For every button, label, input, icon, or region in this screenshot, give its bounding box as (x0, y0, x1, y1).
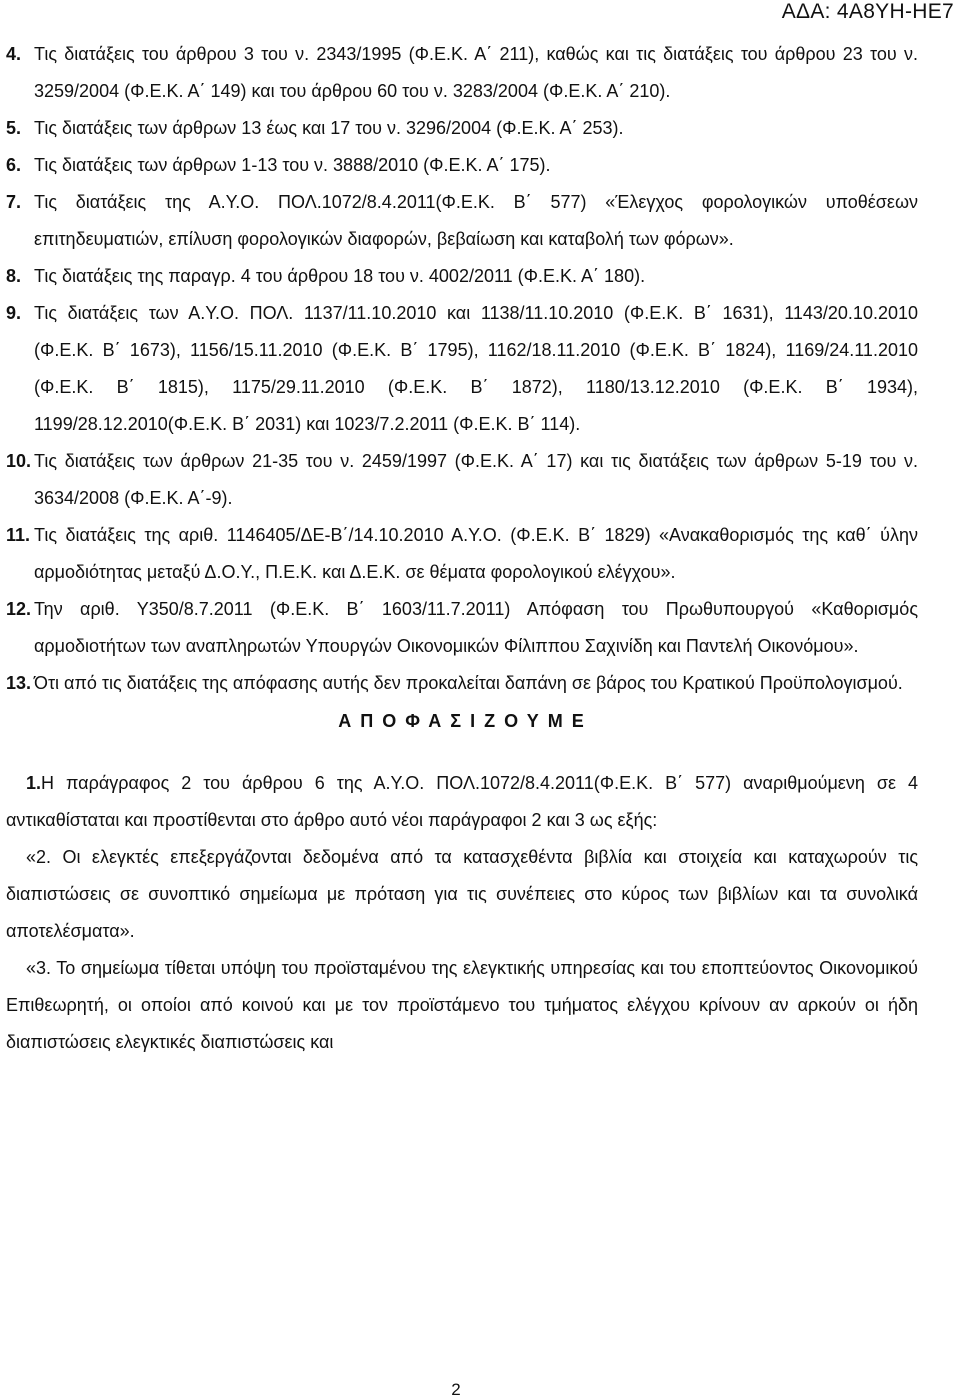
list-item (6, 36, 918, 110)
paragraph-number: 1. (26, 773, 42, 793)
item-text: Τις διατάξεις του άρθρου 3 του ν. 2343/1995 (Φ.Ε.Κ. Α΄ 211), καθώς και τις διατάξεις του άρθρου 23 του ν. 3259/2004 (Φ.Ε.Κ. Α΄ 149) και του άρθρου 60 του ν. 3283/2004 (Φ.Ε.Κ. Α΄ 210). (34, 44, 918, 101)
item-text: Τις διατάξεις των Α.Υ.Ο. ΠΟΛ. 1137/11.10.2010 και 1138/11.10.2010 (Φ.Ε.Κ. Β΄ 1631), 1143/20.10.2010 (Φ.Ε.Κ. Β΄ 1673), 1156/15.11.2010 (Φ.Ε.Κ. Β΄ 1795), 1162/18.11.2010 (Φ.Ε.Κ. Β΄ 1824), 1169/24.11.2010 (Φ.Ε.Κ. Β΄ 1815), 1175/29.11.2010 (Φ.Ε.Κ. Β΄ 1872), 1180/13.12.2010 (Φ.Ε.Κ. Β΄ 1934), 1199/28.12.2010(Φ.Ε.Κ. Β΄ 2031) και 1023/7.2.2011 (Φ.Ε.Κ. Β΄ 114). (34, 303, 918, 434)
decision-paragraph-3: «3. Το σημείωμα τίθεται υπόψη του προϊσταμένου της ελεγκτικής υπηρεσίας και του εποπτεύοντος Οικονομικού Επιθεωρητή, οι οποίοι από κοινού και με τον προϊστάμενο του τμήματος ελέγχου κρίνουν αν αρκούν οι ήδη διαπιστώσεις ελεγκτικές διαπιστώσεις και (6, 958, 918, 1052)
item-number: 10. (6, 451, 32, 471)
list-item (6, 258, 918, 295)
list-item (6, 517, 918, 591)
item-number: 11. (6, 525, 31, 545)
item-text: Τις διατάξεις των άρθρων 21-35 του ν. 2459/1997 (Φ.Ε.Κ. Α΄ 17) και τις διατάξεις των άρθρων 5-19 του ν. 3634/2008 (Φ.Ε.Κ. Α΄-9). (34, 451, 918, 508)
item-number: 7. (6, 192, 22, 212)
item-text: Την αριθ. Υ350/8.7.2011 (Φ.Ε.Κ. Β΄ 1603/11.7.2011) Απόφαση του Πρωθυπουργού «Καθορισμός αρμοδιοτήτων των αναπληρωτών Υπουργών Οικονομικών Φίλιππου Σαχινίδη και Παντελή Οικονόμου». (34, 599, 918, 656)
item-text: Ότι από τις διατάξεις της απόφασης αυτής δεν προκαλείται δαπάνη σε βάρος του Κρατικού Προϋπολογισμού. (34, 673, 903, 693)
item-number: 8. (6, 266, 22, 286)
decision-heading: Α Π Ο Φ Α Σ Ι Ζ Ο Υ Μ Ε (338, 711, 586, 731)
decision-paragraph-1 (6, 765, 918, 839)
item-text: Τις διατάξεις της αριθ. 1146405/ΔΕ-Β΄/14.10.2010 Α.Υ.Ο. (Φ.Ε.Κ. Β΄ 1829) «Ανακαθορισμός της καθ΄ ύλην αρμοδιότητας μεταξύ Δ.Ο.Υ., Π.Ε.Κ. και Δ.Ε.Κ. σε θέματα φορολογικού ελέγχου». (34, 525, 918, 582)
paragraph-text: Η παράγραφος 2 του άρθρου 6 της Α.Υ.Ο. ΠΟΛ.1072/8.4.2011(Φ.Ε.Κ. Β΄ 577) αναριθμούμενη σε 4 αντικαθίσταται και προστίθενται στο άρθρο αυτό νέοι παράγραφοι 2 και 3 ως εξής: (6, 773, 918, 830)
item-number: 12. (6, 599, 32, 619)
list-item (6, 184, 918, 258)
item-number: 9. (6, 303, 22, 323)
list-item (6, 147, 918, 184)
list-item (6, 665, 918, 702)
page-number: 2 (451, 1380, 461, 1399)
item-text: Τις διατάξεις της Α.Υ.Ο. ΠΟΛ.1072/8.4.2011(Φ.Ε.Κ. Β΄ 577) «Έλεγχος φορολογικών υποθέσεων επιτηδευματιών, επίλυση φορολογικών διαφορών, βεβαίωση και καταβολή των φόρων». (34, 192, 918, 249)
item-text: Τις διατάξεις της παραγρ. 4 του άρθρου 18 του ν. 4002/2011 (Φ.Ε.Κ. Α΄ 180). (34, 266, 646, 286)
item-number: 13. (6, 673, 32, 693)
list-item (6, 295, 918, 443)
item-text: Τις διατάξεις των άρθρων 1-13 του ν. 3888/2010 (Φ.Ε.Κ. Α΄ 175). (34, 155, 551, 175)
list-item (6, 110, 918, 147)
item-number: 4. (6, 44, 22, 64)
decision-paragraph-2: «2. Οι ελεγκτές επεξεργάζονται δεδομένα από τα κατασχεθέντα βιβλία και στοιχεία και καταχωρούν τις διαπιστώσεις σε συνοπτικό σημείωμα με πρόταση για τις συνέπειες στο κύρος των βιβλίων και τα συνολικά αποτελέσματα». (6, 847, 918, 941)
item-text: Τις διατάξεις των άρθρων 13 έως και 17 του ν. 3296/2004 (Φ.Ε.Κ. Α΄ 253). (34, 118, 624, 138)
document-body (6, 36, 918, 1061)
ada-code: ΑΔΑ: 4Α8ΥΗ-ΗΕ7 (781, 0, 954, 23)
item-number: 5. (6, 118, 22, 138)
list-item (6, 591, 918, 665)
item-number: 6. (6, 155, 22, 175)
list-item (6, 443, 918, 517)
